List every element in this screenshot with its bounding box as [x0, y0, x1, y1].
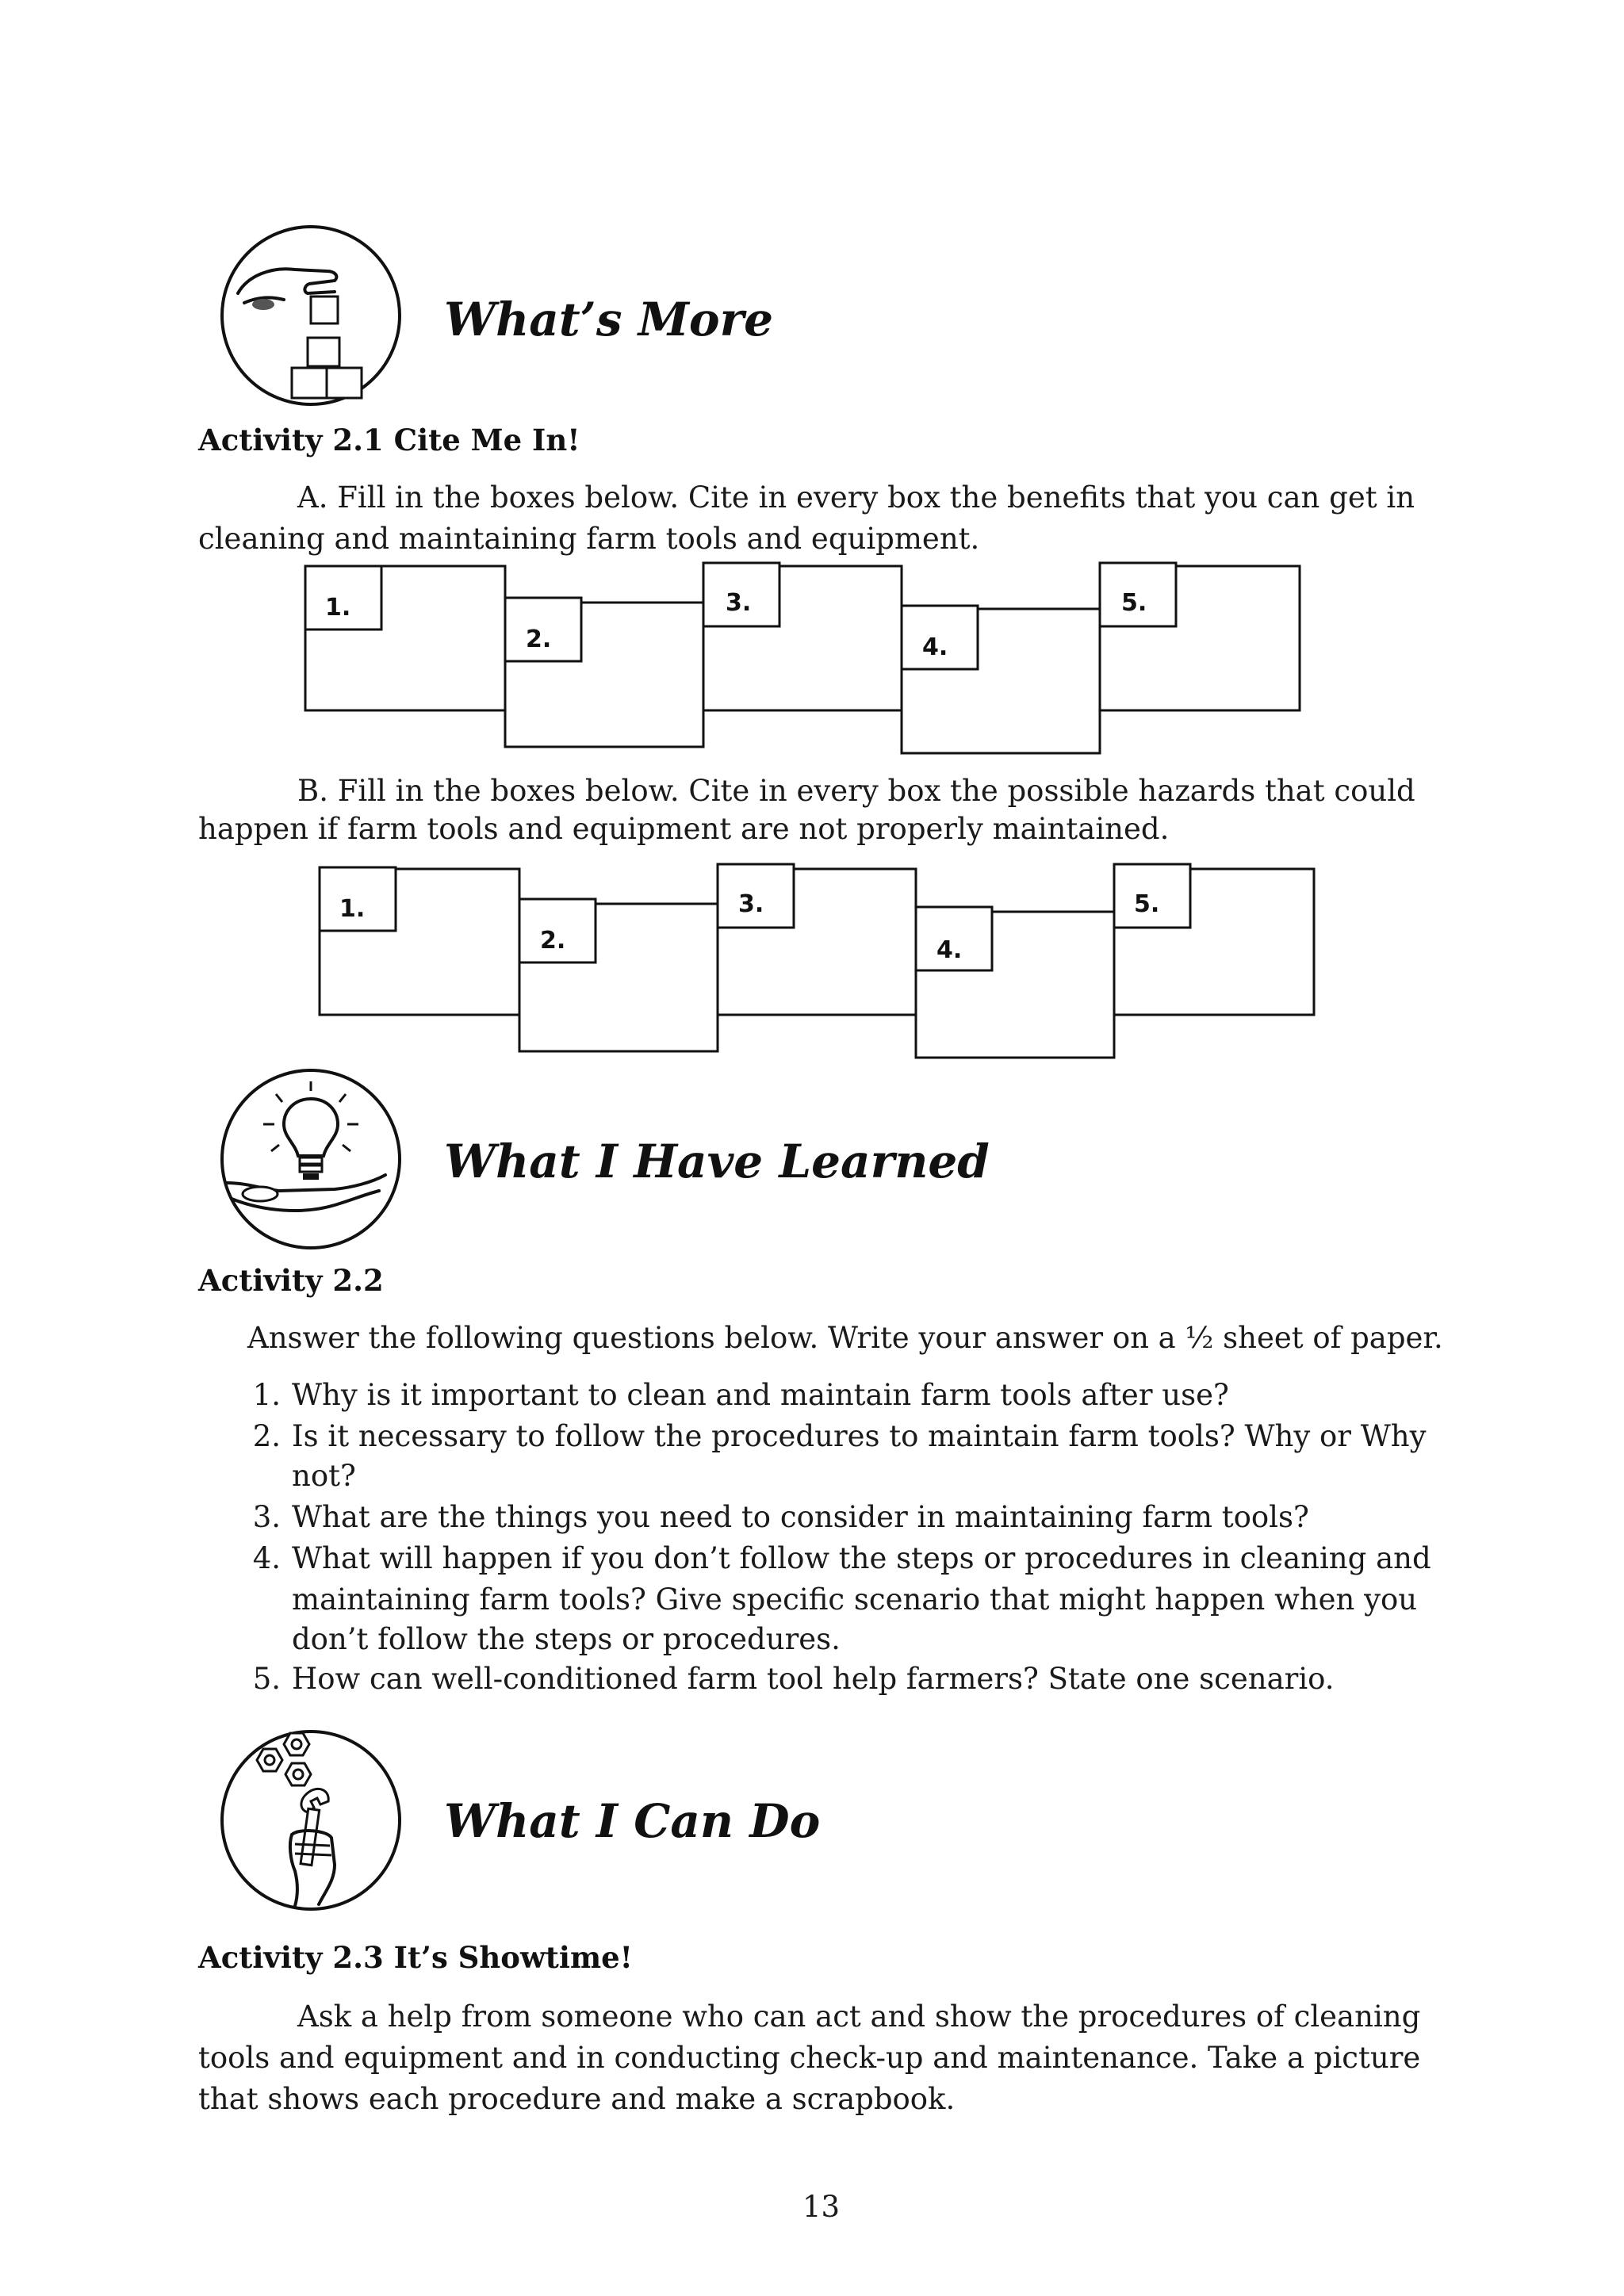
section-title-what-i-have-learned: What I Have Learned	[444, 1135, 990, 1188]
page-number: 13	[802, 2190, 841, 2224]
question-2-number: 2.	[252, 1419, 281, 1453]
activity-2-3-line-2: tools and equipment and in conducting check-up and maintenance. Take a picture	[198, 2041, 1421, 2075]
hazard-label-2: 2.	[540, 927, 566, 955]
question-2-text-line-1: Is it necessary to follow the procedures to maintain farm tools? Why or Why	[292, 1419, 1427, 1453]
question-5-text: How can well-conditioned farm tool help farmers? State one scenario.	[292, 1662, 1335, 1696]
question-1-number: 1.	[252, 1378, 281, 1412]
benefit-label-2: 2.	[526, 626, 552, 653]
question-4-text-line-3: don’t follow the steps or procedures.	[292, 1622, 841, 1656]
hazard-label-3: 3.	[738, 890, 764, 918]
section-title-what-i-can-do: What I Can Do	[444, 1794, 821, 1848]
benefit-label-1: 1.	[325, 594, 351, 622]
activity-2-1-title: Activity 2.1 Cite Me In!	[198, 423, 580, 457]
part-b-instruction-line-2: happen if farm tools and equipment are not properly maintained.	[198, 812, 1170, 846]
hand-wrench-nuts-icon	[216, 1725, 406, 1915]
question-4-text-line-1: What will happen if you don’t follow the steps or procedures in cleaning and	[292, 1541, 1431, 1575]
hazard-label-5: 5.	[1134, 890, 1160, 918]
question-3-text: What are the things you need to consider in maintaining farm tools?	[292, 1500, 1309, 1534]
activity-2-3-line-3: that shows each procedure and make a scrapbook.	[198, 2082, 956, 2116]
hand-stacking-blocks-icon	[216, 220, 406, 411]
activity-2-3-title: Activity 2.3 It’s Showtime!	[198, 1940, 633, 1975]
benefit-label-4: 4.	[922, 633, 948, 661]
section-title-whats-more: What’s More	[444, 293, 774, 346]
question-4-number: 4.	[252, 1541, 281, 1575]
part-a-instruction-line-1: A. Fill in the boxes below. Cite in every box the benefits that you can get in	[297, 480, 1415, 515]
question-4-text-line-2: maintaining farm tools? Give specific scenario that might happen when you	[292, 1582, 1418, 1617]
part-b-instruction-line-1: B. Fill in the boxes below. Cite in every box the possible hazards that could	[297, 774, 1415, 808]
hand-lightbulb-icon	[216, 1064, 406, 1254]
activity-2-3-line-1: Ask a help from someone who can act and show the procedures of cleaning	[297, 1999, 1421, 2034]
part-a-instruction-line-2: cleaning and maintaining farm tools and equipment.	[198, 522, 980, 556]
question-3-number: 3.	[252, 1500, 281, 1534]
question-list	[243, 1375, 1448, 1708]
question-1-text: Why is it important to clean and maintain farm tools after use?	[292, 1378, 1229, 1412]
activity-2-2-instruction: Answer the following questions below. Write your answer on a ½ sheet of paper.	[247, 1321, 1443, 1355]
question-2-text-line-2: not?	[292, 1459, 356, 1493]
hazards-boxes	[316, 859, 1323, 1061]
benefits-boxes	[301, 560, 1308, 755]
question-5-number: 5.	[252, 1662, 281, 1696]
benefit-label-3: 3.	[726, 589, 752, 617]
hazard-label-1: 1.	[339, 895, 366, 923]
activity-2-2-title: Activity 2.2	[198, 1263, 384, 1298]
benefit-label-5: 5.	[1121, 589, 1147, 617]
hazard-label-4: 4.	[936, 936, 963, 964]
